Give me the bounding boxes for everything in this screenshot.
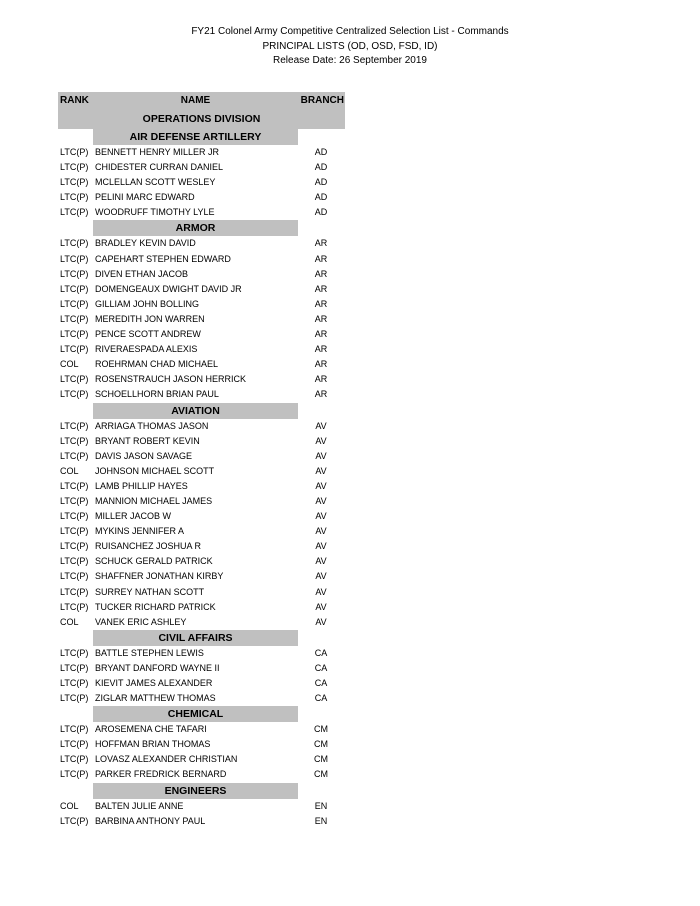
name-cell: CAPEHART STEPHEN EDWARD	[95, 253, 231, 264]
branch-column-header: BRANCH	[300, 95, 344, 106]
branch-cell: AV	[315, 616, 327, 627]
rank-cell: LTC(P)	[60, 724, 89, 735]
branch-cell: AD	[314, 147, 328, 157]
branch-cell: AR	[314, 313, 328, 324]
name-cell: ROEHRMAN CHAD MICHAEL	[95, 359, 219, 370]
rank-cell: LTC(P)	[60, 693, 89, 704]
name-cell: SURREY NATHAN SCOTT	[95, 586, 205, 597]
section-header	[58, 220, 345, 236]
name-cell: DAVIS JASON SAVAGE	[95, 450, 193, 461]
name-cell: SCHUCK GERALD PATRICK	[95, 556, 213, 567]
branch-cell: AR	[314, 268, 328, 279]
table-row	[58, 342, 345, 357]
branch-cell: AV	[315, 586, 327, 597]
name-cell: HOFFMAN BRIAN THOMAS	[95, 739, 211, 750]
name-cell: VANEK ERIC ASHLEY	[95, 616, 187, 627]
table-row	[58, 524, 345, 539]
table-row	[58, 372, 345, 387]
branch-cell: AV	[315, 511, 327, 522]
branch-cell: AR	[314, 253, 328, 264]
rank-cell: LTC(P)	[60, 420, 89, 431]
name-cell: KIEVIT JAMES ALEXANDER	[95, 678, 213, 688]
table-row	[58, 312, 345, 327]
rank-cell: LTC(P)	[60, 556, 89, 567]
branch-cell: CM	[314, 769, 328, 780]
branch-cell: AV	[315, 601, 327, 612]
rank-cell: COL	[60, 800, 79, 811]
document-subtitle: PRINCIPAL LISTS (OD, OSD, FSD, ID)	[262, 40, 438, 52]
branch-cell: AV	[315, 450, 327, 461]
table-row	[58, 615, 345, 630]
rank-cell: LTC(P)	[60, 495, 89, 506]
table-row	[58, 267, 345, 282]
rank-cell: LTC(P)	[60, 268, 89, 279]
table-row	[58, 494, 345, 509]
name-cell: DOMENGEAUX DWIGHT DAVID JR	[95, 283, 242, 294]
table-row	[58, 569, 345, 584]
rank-cell: LTC(P)	[60, 192, 89, 203]
branch-cell: AR	[314, 329, 328, 340]
branch-cell: CA	[314, 693, 328, 704]
rank-cell: LTC(P)	[60, 238, 89, 249]
section-header	[58, 783, 345, 799]
document-title: FY21 Colonel Army Competitive Centralized Selection List - Commands	[191, 26, 509, 37]
name-cell: BENNETT HENRY MILLER JR	[95, 147, 220, 157]
table-row	[58, 509, 345, 524]
branch-cell: CA	[314, 647, 328, 658]
section-title: ENGINEERS	[93, 783, 298, 799]
table-row	[58, 327, 345, 342]
branch-cell: AV	[315, 465, 327, 476]
table-row	[58, 419, 345, 434]
table-row	[58, 799, 345, 814]
table-row	[58, 554, 345, 569]
table-row	[58, 145, 345, 160]
rank-cell: LTC(P)	[60, 662, 89, 673]
branch-cell: AD	[314, 192, 328, 203]
section-title: CIVIL AFFAIRS	[93, 630, 298, 646]
branch-cell: AV	[315, 480, 327, 491]
rank-cell: LTC(P)	[60, 754, 89, 765]
name-cell: PARKER FREDRICK BERNARD	[95, 769, 227, 780]
branch-cell: AR	[314, 238, 328, 249]
rank-cell: COL	[60, 465, 79, 476]
rank-cell: LTC(P)	[60, 177, 89, 188]
document-header	[0, 25, 700, 69]
rank-cell: LTC(P)	[60, 298, 89, 309]
branch-cell: CM	[314, 739, 328, 750]
branch-cell: AV	[315, 420, 327, 431]
rank-cell: LTC(P)	[60, 815, 89, 826]
section-header	[58, 706, 345, 722]
table-row	[58, 585, 345, 600]
rank-cell: LTC(P)	[60, 739, 89, 750]
rank-cell: LTC(P)	[60, 283, 89, 294]
column-header-row	[58, 92, 345, 110]
name-cell: PENCE SCOTT ANDREW	[95, 329, 201, 340]
name-cell: BRADLEY KEVIN DAVID	[95, 238, 196, 249]
branch-cell: AD	[314, 162, 328, 173]
table-row	[58, 646, 345, 661]
table-row	[58, 737, 345, 752]
branch-cell: AV	[315, 495, 327, 506]
table-row	[58, 767, 345, 782]
branch-cell: AV	[315, 541, 327, 552]
name-cell: RIVERAESPADA ALEXIS	[95, 344, 198, 355]
rank-cell: LTC(P)	[60, 389, 89, 400]
table-row	[58, 449, 345, 464]
table-row	[58, 464, 345, 479]
rank-cell: LTC(P)	[60, 769, 89, 780]
table-row	[58, 661, 345, 676]
rank-cell: LTC(P)	[60, 450, 89, 461]
name-cell: PELINI MARC EDWARD	[95, 192, 195, 203]
table-row	[58, 691, 345, 706]
table-row	[58, 190, 345, 205]
table-row	[58, 387, 345, 402]
rank-cell: LTC(P)	[60, 541, 89, 552]
name-cell: GILLIAM JOHN BOLLING	[95, 298, 200, 309]
name-cell: BRYANT ROBERT KEVIN	[95, 435, 200, 446]
rank-cell: LTC(P)	[60, 253, 89, 264]
branch-cell: AR	[314, 374, 328, 385]
rank-cell: LTC(P)	[60, 344, 89, 355]
table-row	[58, 479, 345, 494]
table-row	[58, 160, 345, 175]
rank-cell: LTC(P)	[60, 526, 89, 537]
name-cell: BRYANT DANFORD WAYNE II	[95, 662, 220, 673]
table-row	[58, 252, 345, 267]
table-row	[58, 236, 345, 251]
name-cell: CHIDESTER CURRAN DANIEL	[95, 162, 224, 173]
table-row	[58, 676, 345, 691]
rank-cell: LTC(P)	[60, 678, 89, 688]
name-cell: MANNION MICHAEL JAMES	[95, 495, 213, 506]
name-cell: MEREDITH JON WARREN	[95, 313, 205, 324]
name-cell: ROSENSTRAUCH JASON HERRICK	[95, 374, 247, 385]
name-cell: DIVEN ETHAN JACOB	[95, 268, 189, 279]
branch-cell: CM	[314, 754, 328, 765]
branch-cell: EN	[314, 815, 328, 826]
branch-cell: AR	[314, 298, 328, 309]
section-header	[58, 630, 345, 646]
branch-cell: AR	[314, 283, 328, 294]
branch-cell: AV	[315, 556, 327, 567]
name-cell: TUCKER RICHARD PATRICK	[95, 601, 216, 612]
table-row	[58, 205, 345, 220]
branch-cell: AR	[314, 359, 328, 370]
table-row	[58, 752, 345, 767]
section-title: AVIATION	[93, 403, 298, 419]
table-row	[58, 297, 345, 312]
rank-cell: LTC(P)	[60, 207, 89, 218]
table-row	[58, 722, 345, 737]
section-title: CHEMICAL	[93, 706, 298, 722]
selection-list-table	[58, 92, 345, 829]
sections-container	[58, 129, 345, 829]
name-cell: MYKINS JENNIFER A	[95, 526, 185, 537]
table-row	[58, 357, 345, 372]
name-cell: SCHOELLHORN BRIAN PAUL	[95, 389, 219, 400]
rank-cell: LTC(P)	[60, 571, 89, 582]
rank-cell: LTC(P)	[60, 147, 89, 157]
section-header	[58, 129, 345, 145]
name-cell: WOODRUFF TIMOTHY LYLE	[95, 207, 215, 218]
name-cell: RUISANCHEZ JOSHUA R	[95, 541, 202, 552]
rank-cell: LTC(P)	[60, 435, 89, 446]
rank-cell: LTC(P)	[60, 480, 89, 491]
rank-column-header: RANK	[60, 95, 89, 106]
table-row	[58, 814, 345, 829]
name-cell: SHAFFNER JONATHAN KIRBY	[95, 571, 224, 582]
branch-cell: CM	[314, 724, 328, 735]
name-cell: AROSEMENA CHE TAFARI	[95, 724, 207, 735]
name-cell: ARRIAGA THOMAS JASON	[95, 420, 209, 431]
table-row	[58, 175, 345, 190]
section-title: AIR DEFENSE ARTILLERY	[93, 129, 298, 145]
name-column-header: NAME	[180, 95, 211, 106]
branch-cell: AV	[315, 435, 327, 446]
rank-cell: LTC(P)	[60, 374, 89, 385]
name-cell: MCLELLAN SCOTT WESLEY	[95, 177, 216, 188]
release-date: Release Date: 26 September 2019	[273, 55, 427, 66]
branch-cell: AR	[314, 389, 328, 400]
name-cell: LOVASZ ALEXANDER CHRISTIAN	[95, 754, 238, 765]
rank-cell: COL	[60, 359, 79, 370]
branch-cell: AV	[315, 526, 327, 537]
rank-cell: LTC(P)	[60, 586, 89, 597]
table-row	[58, 434, 345, 449]
rank-cell: LTC(P)	[60, 511, 89, 522]
name-cell: MILLER JACOB W	[95, 511, 172, 522]
branch-cell: AD	[314, 207, 328, 218]
rank-cell: LTC(P)	[60, 601, 89, 612]
rank-cell: LTC(P)	[60, 329, 89, 340]
branch-cell: AV	[315, 571, 327, 582]
rank-cell: LTC(P)	[60, 647, 89, 658]
name-cell: BALTEN JULIE ANNE	[95, 800, 184, 811]
rank-cell: LTC(P)	[60, 313, 89, 324]
section-title: ARMOR	[93, 220, 298, 236]
branch-cell: AR	[314, 344, 328, 355]
name-cell: JOHNSON MICHAEL SCOTT	[95, 465, 215, 476]
branch-cell: CA	[314, 678, 328, 688]
rank-cell: LTC(P)	[60, 162, 89, 173]
name-cell: ZIGLAR MATTHEW THOMAS	[95, 693, 216, 704]
branch-cell: CA	[314, 662, 328, 673]
rank-cell: COL	[60, 616, 79, 627]
branch-cell: AD	[314, 177, 328, 188]
name-cell: LAMB PHILLIP HAYES	[95, 480, 188, 491]
branch-cell: EN	[314, 800, 328, 811]
table-row	[58, 539, 345, 554]
section-header	[58, 403, 345, 419]
division-header: OPERATIONS DIVISION	[58, 110, 345, 129]
name-cell: BARBINA ANTHONY PAUL	[95, 815, 206, 826]
table-row	[58, 282, 345, 297]
table-row	[58, 600, 345, 615]
name-cell: BATTLE STEPHEN LEWIS	[95, 647, 204, 658]
